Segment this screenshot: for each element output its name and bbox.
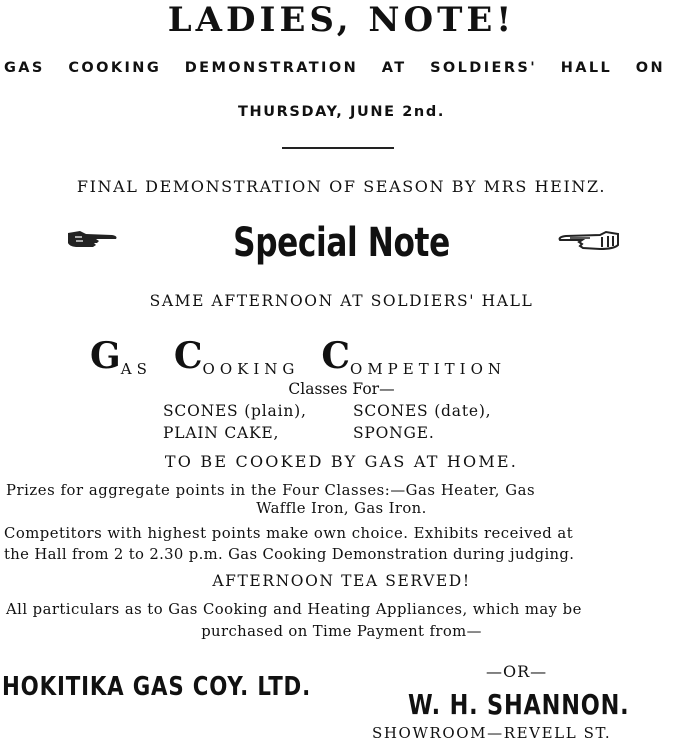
- class-plain-cake: PLAIN CAKE,: [163, 424, 280, 442]
- special-note-heading: Special Note: [233, 220, 450, 266]
- demo-word: AT: [381, 60, 407, 76]
- demo-word: SOLDIERS': [430, 60, 538, 76]
- class-scones-plain: SCONES (plain),: [163, 402, 307, 420]
- competitors-line-1: Competitors with highest points make own choice. Exhibits received at: [4, 525, 574, 542]
- demo-word: GAS: [4, 60, 45, 76]
- demonstration-line: [0, 60, 683, 76]
- classes-for-label: Classes For—: [288, 380, 395, 398]
- demo-word: COOKING: [68, 60, 162, 76]
- class-scones-date: SCONES (date),: [353, 402, 492, 420]
- demo-word: HALL: [560, 60, 613, 76]
- pointing-hand-left-icon: [556, 228, 620, 254]
- cooked-by-gas-line: TO BE COOKED BY GAS AT HOME.: [164, 452, 519, 471]
- headline: LADIES, NOTE!: [167, 0, 516, 40]
- afternoon-tea-line: AFTERNOON TEA SERVED!: [212, 572, 471, 590]
- competition-word-cooking: COOKING: [173, 335, 300, 378]
- date-line: THURSDAY, JUNE 2nd.: [238, 104, 445, 120]
- class-sponge: SPONGE.: [353, 424, 435, 442]
- particulars-line-1: All particulars as to Gas Cooking and Heating Appliances, which may be: [6, 601, 582, 618]
- competition-word-competition: COMPETITION: [321, 335, 506, 378]
- competitors-line-2: the Hall from 2 to 2.30 p.m. Gas Cooking Demonstration during judging.: [4, 546, 575, 563]
- particulars-line-2: purchased on Time Payment from—: [201, 623, 482, 640]
- final-demonstration-line: FINAL DEMONSTRATION OF SEASON BY MRS HEINZ.: [76, 177, 607, 196]
- competition-word-gas: GAS: [90, 335, 152, 378]
- hokitika-gas-company: HOKITIKA GAS COY. LTD.: [2, 672, 311, 702]
- prizes-line-2: Waffle Iron, Gas Iron.: [256, 500, 427, 517]
- same-afternoon-line: SAME AFTERNOON AT SOLDIERS' HALL: [149, 292, 534, 310]
- competition-heading: [90, 335, 590, 377]
- demo-word: ON: [635, 60, 665, 76]
- demo-word: DEMONSTRATION: [184, 60, 359, 76]
- divider: [282, 147, 394, 149]
- prizes-line-1: Prizes for aggregate points in the Four Classes:—Gas Heater, Gas: [6, 482, 536, 499]
- shannon-name: W. H. SHANNON.: [408, 688, 630, 721]
- showroom-address: SHOWROOM—REVELL ST.: [372, 724, 612, 742]
- or-separator: —OR—: [486, 662, 548, 681]
